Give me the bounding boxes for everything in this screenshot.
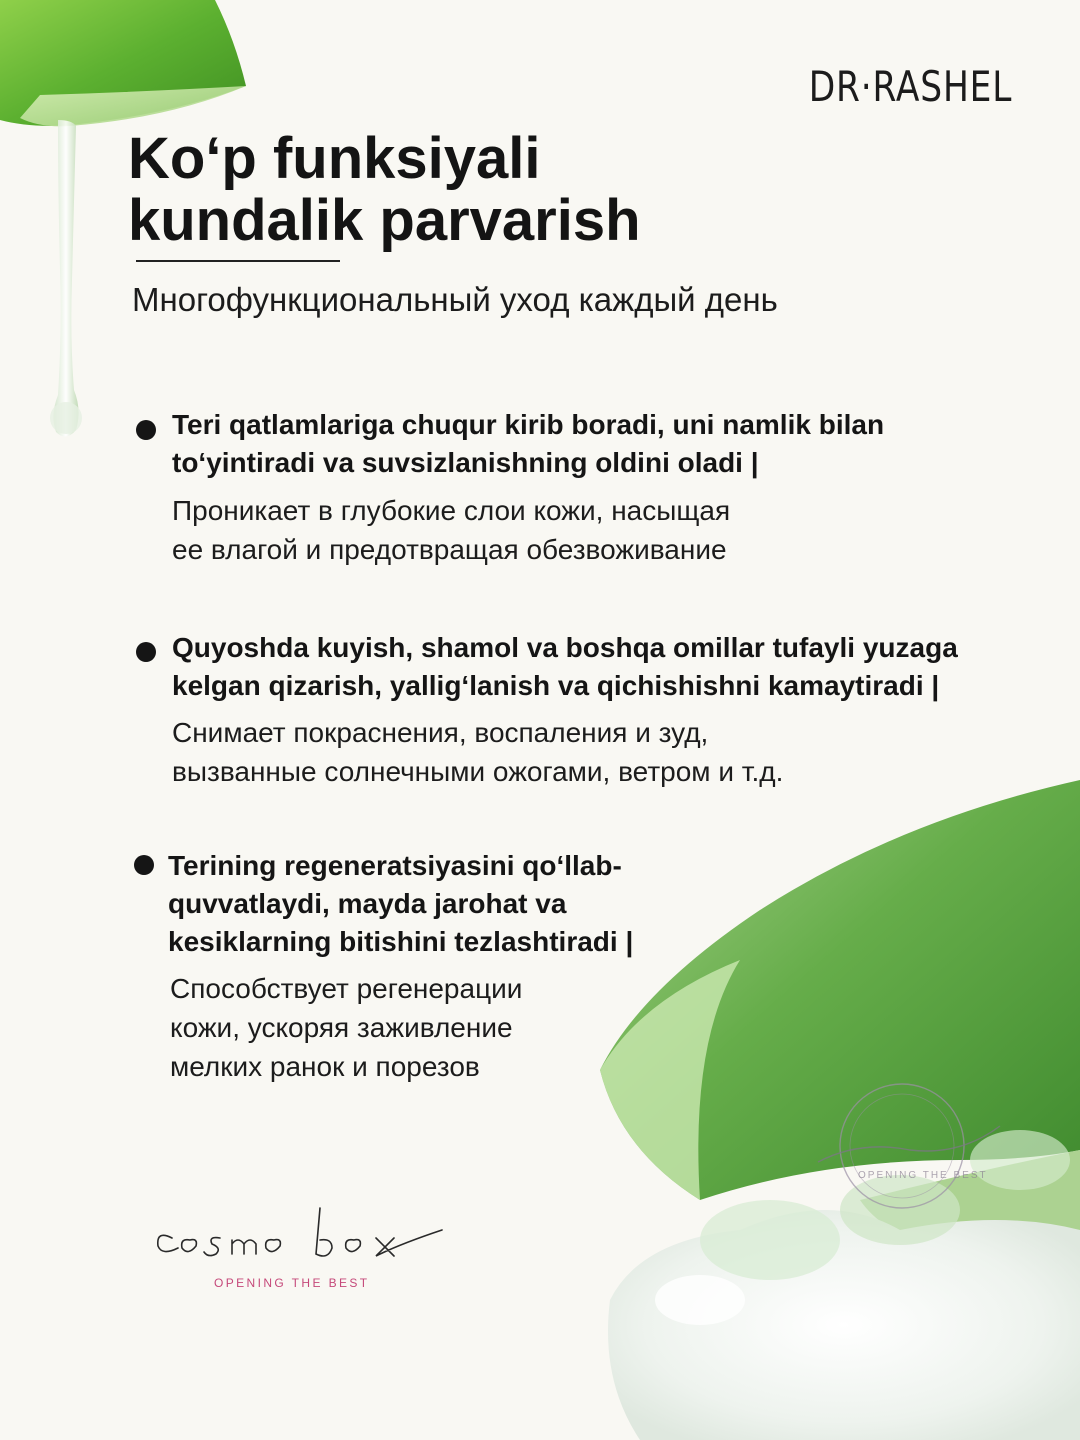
title-divider (136, 260, 340, 262)
title-line: Ko‘p funksiyali (128, 126, 541, 191)
feature-uz-text: Quyoshda kuyish, shamol va boshqa omillar tufayli yuzaga kelgan qizarish, yallig‘lanish va qichishishni kamaytiradi | (172, 632, 958, 701)
feature-uz-text: Terining regeneratsiyasini qo‘llab- quvvatlaydi, mayda jarohat va kesiklarning bitishini tezlashtiradi | (168, 850, 634, 957)
logo-tagline: OPENING THE BEST (214, 1276, 370, 1290)
page-title (128, 128, 641, 252)
bullet-dot-icon (134, 855, 154, 875)
cosmo-box-logo (150, 1200, 450, 1270)
feature-uz-text: Teri qatlamlariga chuqur kirib boradi, uni namlik bilan to‘yintiradi va suvsizlanishning oldini oladi | (172, 409, 885, 478)
bullet-dot-icon (136, 642, 156, 662)
gel-blob (608, 1210, 1080, 1440)
watermark-tagline: OPENING THE BEST (858, 1170, 988, 1181)
feature-ru-text: Проникает в глубокие слои кожи, насыщая ее влагой и предотвращая обезвоживание (172, 495, 731, 565)
title-line: kundalik parvarish (128, 188, 641, 253)
feature-ru-text: Снимает покраснения, воспаления и зуд, вызванные солнечными ожогами, ветром и т.д. (172, 717, 784, 787)
page-subtitle: Многофункциональный уход каждый день (132, 281, 778, 318)
bullet-dot-icon (136, 420, 156, 440)
brand-logo: DR·RASHEL (808, 62, 1012, 111)
feature-ru-text: Способствует регенерации кожи, ускоряя заживление мелких ранок и порезов (170, 973, 523, 1082)
cosmo-box-watermark (800, 1070, 1010, 1220)
gel-drip (53, 120, 78, 437)
